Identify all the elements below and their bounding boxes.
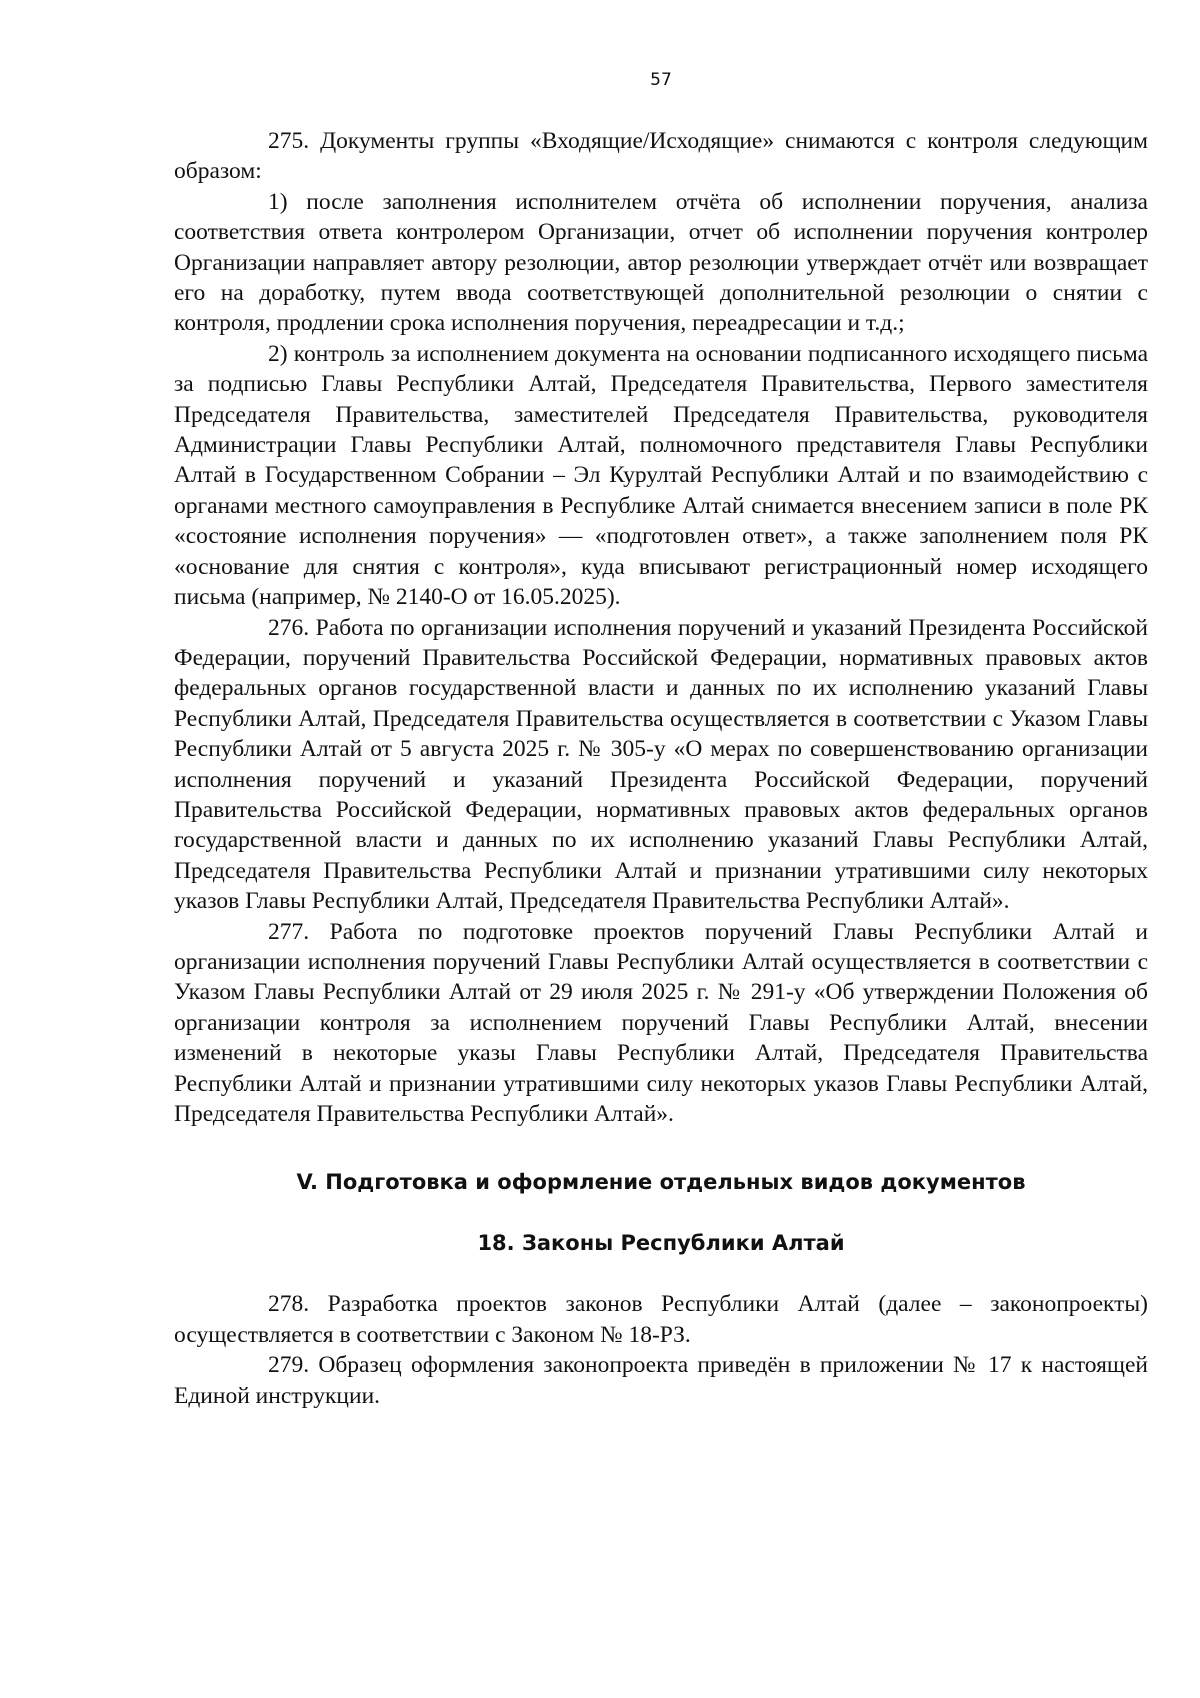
chapter-heading: 18. Законы Республики Алтай xyxy=(477,1231,845,1256)
paragraph-279: 279. Образец оформления законопроекта приведён в приложении № 17 к настоящей Единой инструкции. xyxy=(174,1352,1148,1409)
paragraph-278: 278. Разработка проектов законов Республики Алтай (далее – законопроекты) осуществляется в соответствии с Законом № 18-РЗ. xyxy=(174,1291,1148,1348)
paragraph-275-item-1: 1) после заполнения исполнителем отчёта об исполнении поручения, анализа соответствия ответа контролером Организации, отчет об исполнении поручения контролер Организации направляет автору резолюции, автор резолюции утверждает отчёт или возвращает его на доработку, путем ввода соответствующей дополнительной резолюции о снятии с контроля, продлении срока исполнения поручения, переадресации и т.д.; xyxy=(174,188,1148,337)
paragraph-277: 277. Работа по подготовке проектов поручений Главы Республики Алтай и организации исполнения поручений Главы Республики Алтай осуществляется в соответствии с Указом Главы Республики Алтай от 29 июля 2025 г. № 291-у «Об утверждении Положения об организации контроля за исполнением поручений Главы Республики Алтай, внесении изменений в некоторые указы Главы Республики Алтай, Председателя Правительства Республики Алтай и признании утратившими силу некоторых указов Главы Республики Алтай, Председателя Правительства Республики Алтай». xyxy=(174,918,1148,1127)
document-page xyxy=(174,70,1148,1411)
paragraph-275: 275. Документы группы «Входящие/Исходящие» снимаются с контроля следующим образом: xyxy=(174,128,1148,185)
page-number: 57 xyxy=(650,70,672,90)
paragraph-275-item-2: 2) контроль за исполнением документа на основании подписанного исходящего письма за подписью Главы Республики Алтай, Председателя Правительства, Первого заместителя Председателя Правительства, заместителей Председателя Правительства, руководителя Администрации Главы Республики Алтай, полномочного представителя Главы Республики Алтай в Государственном Собрании – Эл Курултай Республики Алтай и по взаимодействию с органами местного самоуправления в Республике Алтай снимается внесением записи в поле РК «состояние исполнения поручения» — «подготовлен ответ», а также заполнением поля РК «основание для снятия с контроля», куда вписывают регистрационный номер исходящего письма (например, № 2140-О от 16.05.2025). xyxy=(174,340,1148,611)
section-heading: V. Подготовка и оформление отдельных видов документов xyxy=(296,1170,1026,1195)
paragraph-276: 276. Работа по организации исполнения поручений и указаний Президента Российской Федерации, поручений Правительства Российской Федерации, нормативных правовых актов федеральных органов государственной власти и данных по их исполнению указаний Главы Республики Алтай, Председателя Правительства осуществляется в соответствии с Указом Главы Республики Алтай от 5 августа 2025 г. № 305-у «О мерах по совершенствованию организации исполнения поручений и указаний Президента Российской Федерации, поручений Правительства Российской Федерации, нормативных правовых актов федеральных органов государственной власти и данных по их исполнению указаний Главы Республики Алтай, Председателя Правительства Республики Алтай и признании утратившими силу некоторых указов Главы Республики Алтай, Председателя Правительства Республики Алтай». xyxy=(174,614,1148,915)
